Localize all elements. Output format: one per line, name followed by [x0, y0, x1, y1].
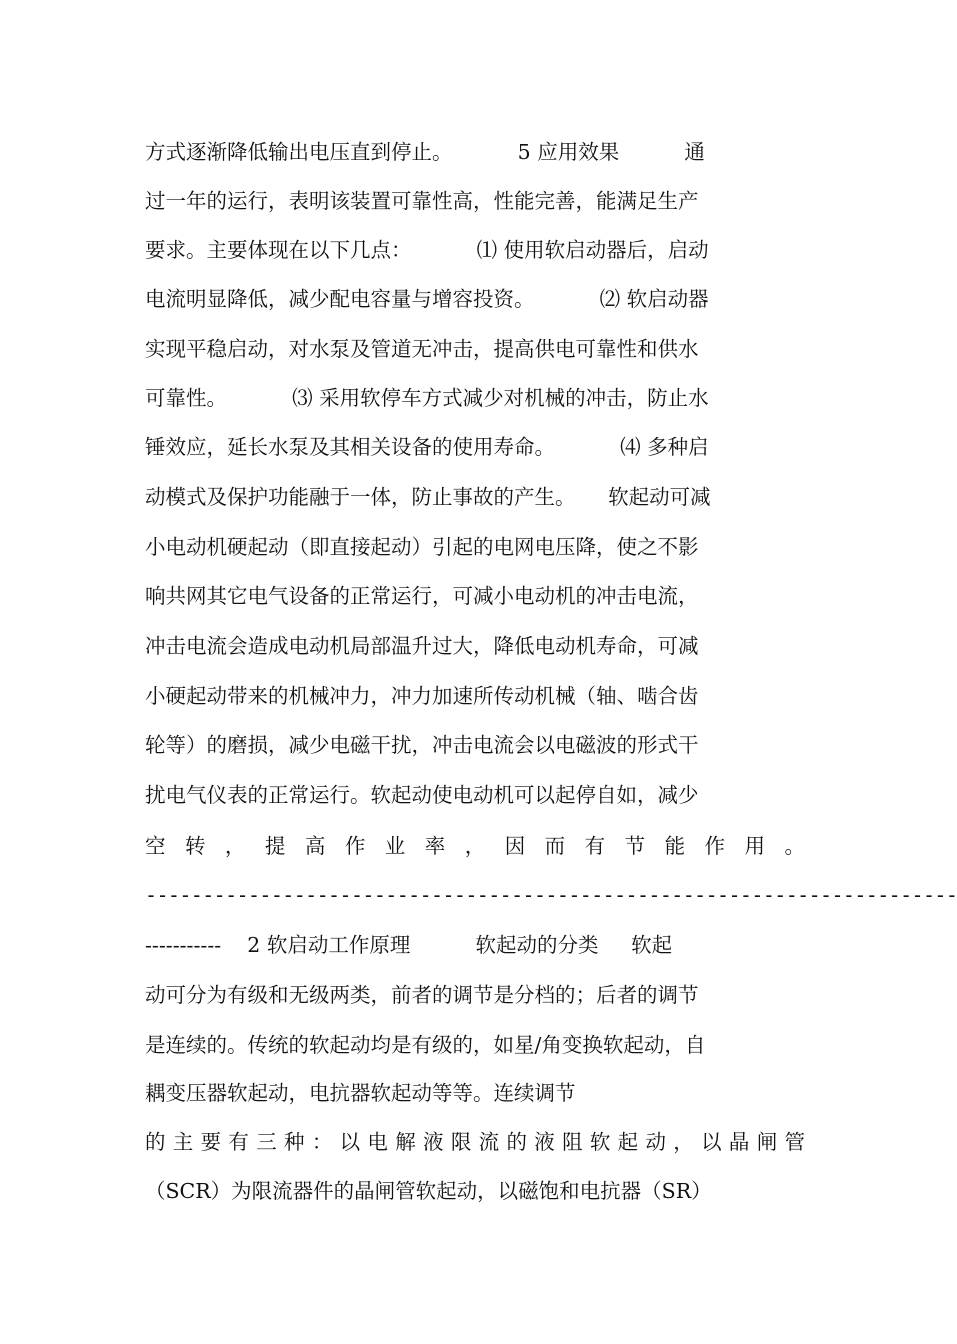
text-line: 扰电气仪表的正常运行。软起动使电动机可以起停自如，减少	[145, 783, 699, 807]
text-line: 锤效应，延长水泵及其相关设备的使用寿命。 ⑷ 多种启	[145, 435, 709, 459]
text-line: ----------- 2 软启动工作原理 软起动的分类 软起	[145, 933, 673, 957]
text-line: （SCR）为限流器件的晶闸管软起动，以磁饱和电抗器（SR）	[145, 1179, 712, 1203]
text-line: 动模式及保护功能融于一体，防止事故的产生。 软起动可减	[145, 485, 711, 509]
text-line: 的主要有三种：以电解液限流的液阻软起动，以晶闸管	[145, 1130, 805, 1154]
text-line: 电流明显降低，减少配电容量与增容投资。 ⑵ 软启动器	[145, 287, 709, 311]
text-line: 实现平稳启动，对水泵及管道无冲击，提高供电可靠性和供水	[145, 337, 699, 361]
text-line: 是连续的。传统的软起动均是有级的，如星/角变换软起动，自	[145, 1033, 706, 1057]
text-line: 小硬起动带来的机械冲力，冲力加速所传动机械（轴、啮合齿	[145, 684, 699, 708]
text-line: 空 转 ， 提 高 作 业 率 ， 因 而 有 节 能 作 用 。	[145, 834, 805, 858]
separator-line: -----------------------------------------------------------------------	[145, 883, 957, 907]
text-line: 过一年的运行，表明该装置可靠性高，性能完善，能满足生产	[145, 189, 699, 213]
text-line: 小电动机硬起动（即直接起动）引起的电网电压降，使之不影	[145, 535, 699, 559]
text-line: 响共网其它电气设备的正常运行，可减小电动机的冲击电流，	[145, 584, 699, 608]
text-line: 要求。主要体现在以下几点： ⑴ 使用软启动器后，启动	[145, 238, 709, 262]
text-line: 轮等）的磨损，减少电磁干扰，冲击电流会以电磁波的形式干	[145, 733, 699, 757]
text-line: 可靠性。 ⑶ 采用软停车方式减少对机械的冲击，防止水	[145, 386, 709, 410]
text-line: 耦变压器软起动，电抗器软起动等等。连续调节	[145, 1081, 576, 1105]
text-line: 动可分为有级和无级两类，前者的调节是分档的；后者的调节	[145, 983, 699, 1007]
text-line: 方式逐渐降低输出电压直到停止。 5 应用效果 通	[145, 140, 705, 164]
text-line: 冲击电流会造成电动机局部温升过大，降低电动机寿命，可减	[145, 634, 699, 658]
